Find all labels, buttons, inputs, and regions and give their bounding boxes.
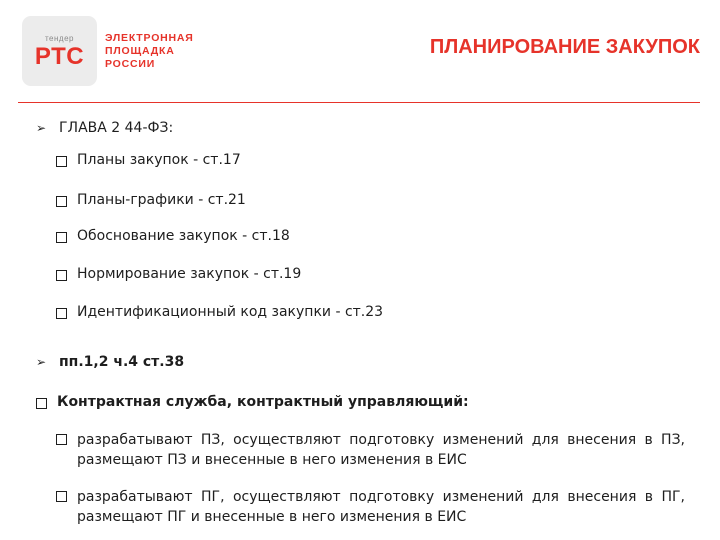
checkbox-bullet-icon <box>56 196 67 207</box>
logo-caption-line: РОССИИ <box>105 57 156 70</box>
checkbox-bullet-icon <box>36 398 47 409</box>
arrow-bullet-icon: ➢ <box>36 121 47 135</box>
checkbox-bullet-icon <box>56 434 67 445</box>
chapter-heading-row <box>36 120 173 136</box>
service-item-text: разрабатывают ПЗ, осуществляют подготовку изменений для внесения в ПЗ, размещают ПЗ и внесенные в него изменения в ЕИС <box>77 432 685 468</box>
checkbox-bullet-icon <box>56 308 67 319</box>
page-title: ПЛАНИРОВАНИЕ ЗАКУПОК <box>429 36 700 58</box>
article-row <box>36 354 184 370</box>
logo-small-text: тендер <box>44 33 74 43</box>
logo-caption-line: ПЛОЩАДКА <box>105 44 175 57</box>
checkbox-bullet-icon <box>56 156 67 167</box>
checkbox-bullet-icon <box>56 232 67 243</box>
logo-caption-line: ЭЛЕКТРОННАЯ <box>105 31 194 44</box>
list-item <box>56 266 301 282</box>
service-item <box>56 430 685 470</box>
arrow-bullet-icon: ➢ <box>36 355 47 369</box>
list-item-text: Планы закупок - ст.17 <box>77 152 241 168</box>
list-item <box>56 304 383 320</box>
list-item-text: Планы-графики - ст.21 <box>77 192 246 208</box>
service-item-text: разрабатывают ПГ, осуществляют подготовку изменений для внесения в ПГ, размещают ПГ и внесенные в него изменения в ЕИС <box>77 489 685 525</box>
logo-big-text: РТС <box>34 42 85 70</box>
article-reference: пп.1,2 ч.4 ст.38 <box>59 354 185 370</box>
list-item <box>56 152 241 168</box>
service-heading: Контрактная служба, контрактный управляющий: <box>57 394 469 410</box>
checkbox-bullet-icon <box>56 491 67 502</box>
chapter-heading: ГЛАВА 2 44-ФЗ: <box>59 120 174 136</box>
service-item <box>56 487 685 527</box>
list-item-text: Нормирование закупок - ст.19 <box>77 266 302 282</box>
list-item-text: Обоснование закупок - ст.18 <box>77 228 290 244</box>
list-item <box>56 192 246 208</box>
service-heading-row <box>36 394 469 410</box>
list-item <box>56 228 290 244</box>
checkbox-bullet-icon <box>56 270 67 281</box>
list-item-text: Идентификационный код закупки - ст.23 <box>77 304 384 320</box>
